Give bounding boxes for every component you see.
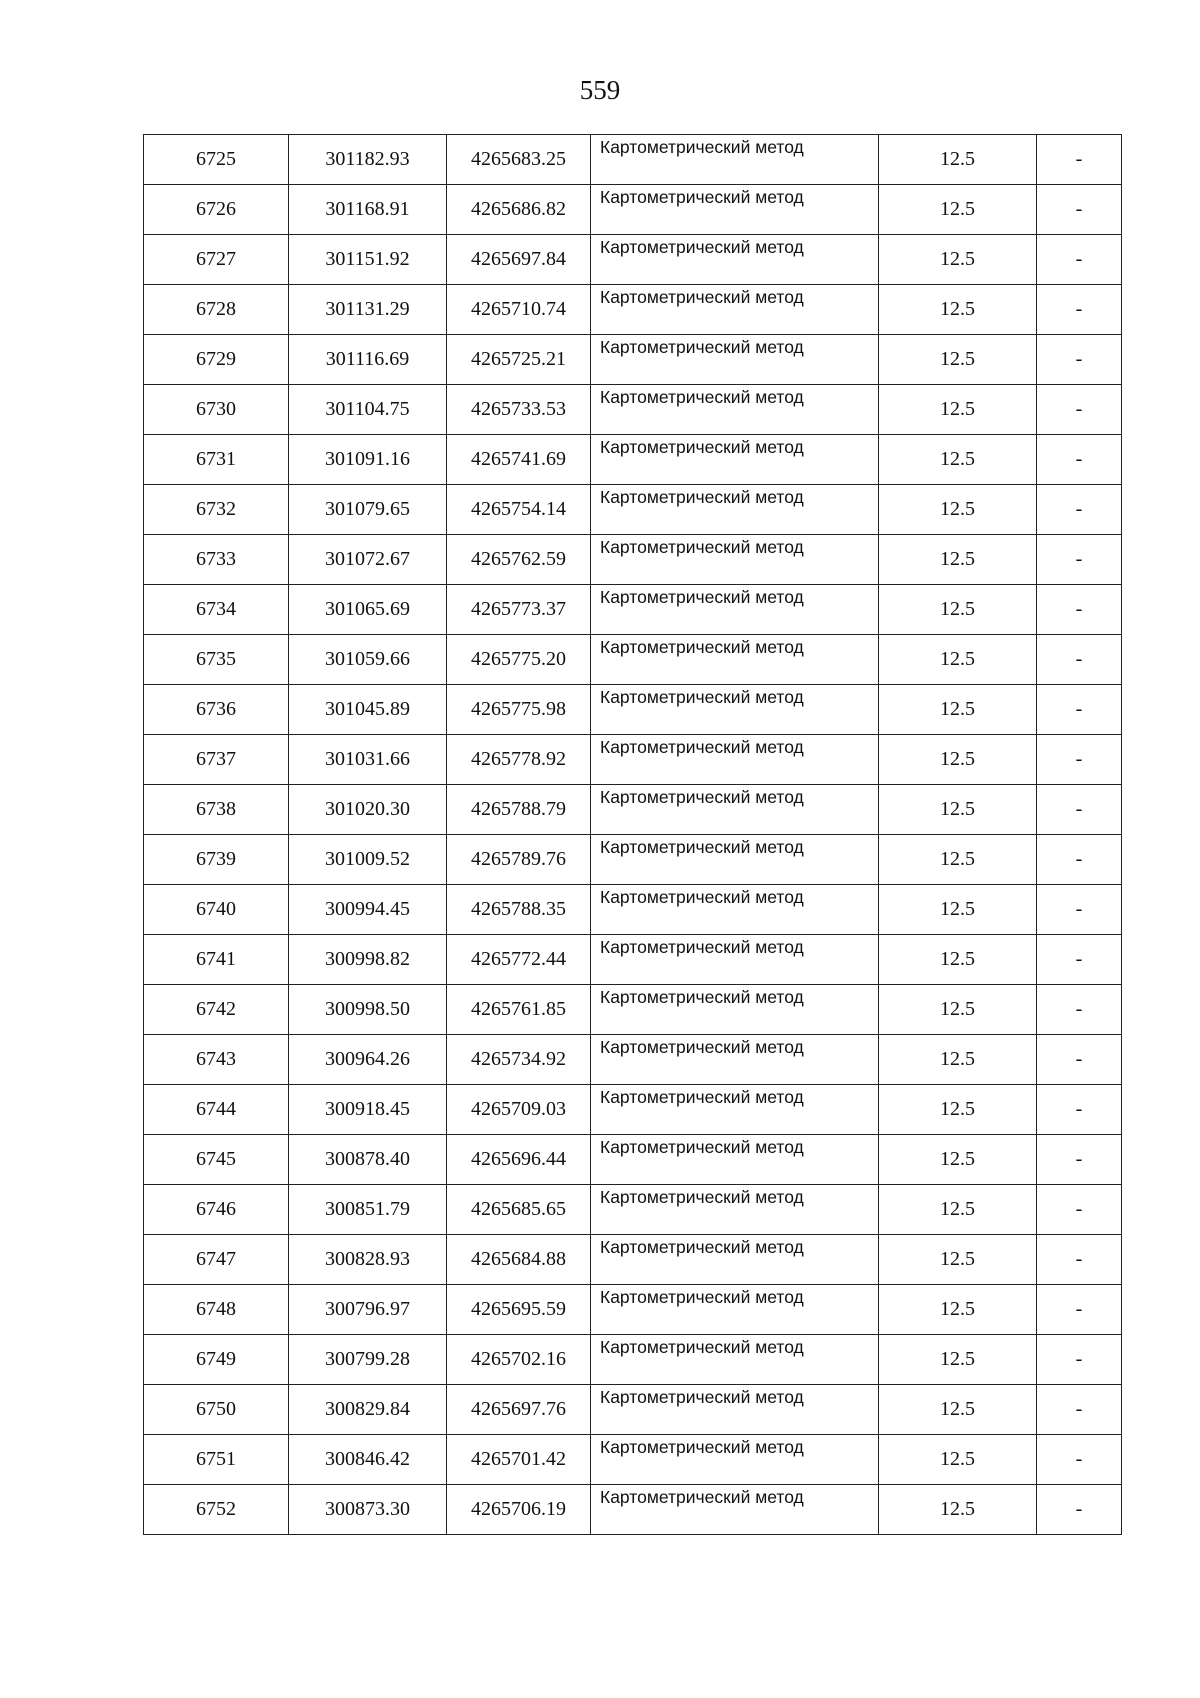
note-cell: - — [1037, 835, 1122, 885]
point-number-cell: 6740 — [144, 885, 289, 935]
accuracy-cell: 12.5 — [879, 585, 1037, 635]
x-coordinate-cell: 300964.26 — [289, 1035, 447, 1085]
table-row — [144, 685, 1122, 735]
table-row — [144, 435, 1122, 485]
y-coordinate-cell: 4265696.44 — [447, 1135, 591, 1185]
note-cell: - — [1037, 335, 1122, 385]
y-coordinate-cell: 4265773.37 — [447, 585, 591, 635]
x-coordinate-cell: 300851.79 — [289, 1185, 447, 1235]
accuracy-cell: 12.5 — [879, 435, 1037, 485]
y-coordinate-cell: 4265709.03 — [447, 1085, 591, 1135]
point-number-cell: 6734 — [144, 585, 289, 635]
y-coordinate-cell: 4265725.21 — [447, 335, 591, 385]
x-coordinate-cell: 301009.52 — [289, 835, 447, 885]
point-number-cell: 6728 — [144, 285, 289, 335]
point-number-cell: 6738 — [144, 785, 289, 835]
point-number-cell: 6733 — [144, 535, 289, 585]
table-row — [144, 1235, 1122, 1285]
method-cell: Картометрический метод — [591, 135, 879, 185]
method-cell: Картометрический метод — [591, 935, 879, 985]
method-cell: Картометрический метод — [591, 735, 879, 785]
method-cell: Картометрический метод — [591, 185, 879, 235]
accuracy-cell: 12.5 — [879, 1485, 1037, 1535]
point-number-cell: 6747 — [144, 1235, 289, 1285]
table-row — [144, 835, 1122, 885]
table-row — [144, 135, 1122, 185]
note-cell: - — [1037, 985, 1122, 1035]
x-coordinate-cell: 300998.50 — [289, 985, 447, 1035]
point-number-cell: 6731 — [144, 435, 289, 485]
table-row — [144, 1285, 1122, 1335]
method-cell: Картометрический метод — [591, 1285, 879, 1335]
y-coordinate-cell: 4265701.42 — [447, 1435, 591, 1485]
x-coordinate-cell: 300918.45 — [289, 1085, 447, 1135]
note-cell: - — [1037, 935, 1122, 985]
y-coordinate-cell: 4265695.59 — [447, 1285, 591, 1335]
table-row — [144, 385, 1122, 435]
table-row — [144, 785, 1122, 835]
x-coordinate-cell: 301151.92 — [289, 235, 447, 285]
method-cell: Картометрический метод — [591, 835, 879, 885]
x-coordinate-cell: 301079.65 — [289, 485, 447, 535]
accuracy-cell: 12.5 — [879, 1435, 1037, 1485]
method-cell: Картометрический метод — [591, 1135, 879, 1185]
table-row — [144, 1435, 1122, 1485]
y-coordinate-cell: 4265778.92 — [447, 735, 591, 785]
note-cell: - — [1037, 635, 1122, 685]
y-coordinate-cell: 4265686.82 — [447, 185, 591, 235]
note-cell: - — [1037, 1385, 1122, 1435]
note-cell: - — [1037, 1435, 1122, 1485]
coordinates-table-body — [144, 135, 1122, 1535]
accuracy-cell: 12.5 — [879, 735, 1037, 785]
point-number-cell: 6748 — [144, 1285, 289, 1335]
x-coordinate-cell: 301059.66 — [289, 635, 447, 685]
table-row — [144, 935, 1122, 985]
point-number-cell: 6732 — [144, 485, 289, 535]
table-row — [144, 635, 1122, 685]
note-cell: - — [1037, 1285, 1122, 1335]
point-number-cell: 6725 — [144, 135, 289, 185]
x-coordinate-cell: 300796.97 — [289, 1285, 447, 1335]
table-row — [144, 1135, 1122, 1185]
x-coordinate-cell: 301065.69 — [289, 585, 447, 635]
accuracy-cell: 12.5 — [879, 385, 1037, 435]
accuracy-cell: 12.5 — [879, 1085, 1037, 1135]
note-cell: - — [1037, 435, 1122, 485]
note-cell: - — [1037, 735, 1122, 785]
y-coordinate-cell: 4265702.16 — [447, 1335, 591, 1385]
coordinates-table — [143, 134, 1122, 1535]
x-coordinate-cell: 300799.28 — [289, 1335, 447, 1385]
accuracy-cell: 12.5 — [879, 835, 1037, 885]
method-cell: Картометрический метод — [591, 385, 879, 435]
accuracy-cell: 12.5 — [879, 535, 1037, 585]
point-number-cell: 6744 — [144, 1085, 289, 1135]
note-cell: - — [1037, 285, 1122, 335]
note-cell: - — [1037, 1235, 1122, 1285]
x-coordinate-cell: 300878.40 — [289, 1135, 447, 1185]
point-number-cell: 6729 — [144, 335, 289, 385]
table-row — [144, 535, 1122, 585]
note-cell: - — [1037, 485, 1122, 535]
y-coordinate-cell: 4265697.84 — [447, 235, 591, 285]
method-cell: Картометрический метод — [591, 535, 879, 585]
accuracy-cell: 12.5 — [879, 785, 1037, 835]
method-cell: Картометрический метод — [591, 335, 879, 385]
point-number-cell: 6739 — [144, 835, 289, 885]
method-cell: Картометрический метод — [591, 1435, 879, 1485]
method-cell: Картометрический метод — [591, 685, 879, 735]
point-number-cell: 6751 — [144, 1435, 289, 1485]
y-coordinate-cell: 4265788.35 — [447, 885, 591, 935]
table-row — [144, 1385, 1122, 1435]
y-coordinate-cell: 4265685.65 — [447, 1185, 591, 1235]
x-coordinate-cell: 301131.29 — [289, 285, 447, 335]
y-coordinate-cell: 4265788.79 — [447, 785, 591, 835]
accuracy-cell: 12.5 — [879, 685, 1037, 735]
accuracy-cell: 12.5 — [879, 885, 1037, 935]
y-coordinate-cell: 4265684.88 — [447, 1235, 591, 1285]
method-cell: Картометрический метод — [591, 635, 879, 685]
table-row — [144, 985, 1122, 1035]
accuracy-cell: 12.5 — [879, 935, 1037, 985]
y-coordinate-cell: 4265789.76 — [447, 835, 591, 885]
table-row — [144, 1485, 1122, 1535]
note-cell: - — [1037, 185, 1122, 235]
table-row — [144, 335, 1122, 385]
method-cell: Картометрический метод — [591, 1485, 879, 1535]
x-coordinate-cell: 300994.45 — [289, 885, 447, 935]
method-cell: Картометрический метод — [591, 785, 879, 835]
y-coordinate-cell: 4265775.20 — [447, 635, 591, 685]
accuracy-cell: 12.5 — [879, 1135, 1037, 1185]
table-row — [144, 485, 1122, 535]
accuracy-cell: 12.5 — [879, 335, 1037, 385]
point-number-cell: 6741 — [144, 935, 289, 985]
table-row — [144, 235, 1122, 285]
point-number-cell: 6746 — [144, 1185, 289, 1235]
accuracy-cell: 12.5 — [879, 1385, 1037, 1435]
x-coordinate-cell: 301020.30 — [289, 785, 447, 835]
note-cell: - — [1037, 585, 1122, 635]
y-coordinate-cell: 4265762.59 — [447, 535, 591, 585]
method-cell: Картометрический метод — [591, 235, 879, 285]
x-coordinate-cell: 301116.69 — [289, 335, 447, 385]
y-coordinate-cell: 4265683.25 — [447, 135, 591, 185]
note-cell: - — [1037, 1185, 1122, 1235]
method-cell: Картометрический метод — [591, 1185, 879, 1235]
point-number-cell: 6749 — [144, 1335, 289, 1385]
note-cell: - — [1037, 385, 1122, 435]
x-coordinate-cell: 301031.66 — [289, 735, 447, 785]
point-number-cell: 6727 — [144, 235, 289, 285]
x-coordinate-cell: 301168.91 — [289, 185, 447, 235]
point-number-cell: 6735 — [144, 635, 289, 685]
accuracy-cell: 12.5 — [879, 1235, 1037, 1285]
accuracy-cell: 12.5 — [879, 485, 1037, 535]
point-number-cell: 6726 — [144, 185, 289, 235]
x-coordinate-cell: 300828.93 — [289, 1235, 447, 1285]
method-cell: Картометрический метод — [591, 485, 879, 535]
x-coordinate-cell: 301182.93 — [289, 135, 447, 185]
note-cell: - — [1037, 1335, 1122, 1385]
y-coordinate-cell: 4265772.44 — [447, 935, 591, 985]
y-coordinate-cell: 4265706.19 — [447, 1485, 591, 1535]
y-coordinate-cell: 4265741.69 — [447, 435, 591, 485]
accuracy-cell: 12.5 — [879, 985, 1037, 1035]
method-cell: Картометрический метод — [591, 435, 879, 485]
method-cell: Картометрический метод — [591, 1335, 879, 1385]
page-number: 559 — [579, 75, 621, 105]
point-number-cell: 6752 — [144, 1485, 289, 1535]
method-cell: Картометрический метод — [591, 1085, 879, 1135]
note-cell: - — [1037, 785, 1122, 835]
note-cell: - — [1037, 135, 1122, 185]
point-number-cell: 6745 — [144, 1135, 289, 1185]
point-number-cell: 6750 — [144, 1385, 289, 1435]
x-coordinate-cell: 301104.75 — [289, 385, 447, 435]
point-number-cell: 6743 — [144, 1035, 289, 1085]
point-number-cell: 6730 — [144, 385, 289, 435]
table-row — [144, 1185, 1122, 1235]
method-cell: Картометрический метод — [591, 985, 879, 1035]
x-coordinate-cell: 300998.82 — [289, 935, 447, 985]
method-cell: Картометрический метод — [591, 885, 879, 935]
table-row — [144, 185, 1122, 235]
note-cell: - — [1037, 885, 1122, 935]
x-coordinate-cell: 301045.89 — [289, 685, 447, 735]
accuracy-cell: 12.5 — [879, 135, 1037, 185]
x-coordinate-cell: 301091.16 — [289, 435, 447, 485]
method-cell: Картометрический метод — [591, 285, 879, 335]
note-cell: - — [1037, 235, 1122, 285]
y-coordinate-cell: 4265734.92 — [447, 1035, 591, 1085]
note-cell: - — [1037, 535, 1122, 585]
point-number-cell: 6742 — [144, 985, 289, 1035]
note-cell: - — [1037, 1135, 1122, 1185]
table-row — [144, 885, 1122, 935]
table-row — [144, 1085, 1122, 1135]
y-coordinate-cell: 4265775.98 — [447, 685, 591, 735]
accuracy-cell: 12.5 — [879, 635, 1037, 685]
y-coordinate-cell: 4265697.76 — [447, 1385, 591, 1435]
method-cell: Картометрический метод — [591, 1035, 879, 1085]
table-row — [144, 585, 1122, 635]
x-coordinate-cell: 300829.84 — [289, 1385, 447, 1435]
note-cell: - — [1037, 1085, 1122, 1135]
accuracy-cell: 12.5 — [879, 185, 1037, 235]
note-cell: - — [1037, 685, 1122, 735]
point-number-cell: 6737 — [144, 735, 289, 785]
method-cell: Картометрический метод — [591, 1385, 879, 1435]
y-coordinate-cell: 4265761.85 — [447, 985, 591, 1035]
table-row — [144, 1035, 1122, 1085]
x-coordinate-cell: 301072.67 — [289, 535, 447, 585]
accuracy-cell: 12.5 — [879, 1335, 1037, 1385]
accuracy-cell: 12.5 — [879, 285, 1037, 335]
x-coordinate-cell: 300846.42 — [289, 1435, 447, 1485]
note-cell: - — [1037, 1485, 1122, 1535]
table-row — [144, 735, 1122, 785]
table-row — [144, 285, 1122, 335]
y-coordinate-cell: 4265754.14 — [447, 485, 591, 535]
method-cell: Картометрический метод — [591, 585, 879, 635]
y-coordinate-cell: 4265710.74 — [447, 285, 591, 335]
y-coordinate-cell: 4265733.53 — [447, 385, 591, 435]
note-cell: - — [1037, 1035, 1122, 1085]
point-number-cell: 6736 — [144, 685, 289, 735]
accuracy-cell: 12.5 — [879, 1285, 1037, 1335]
method-cell: Картометрический метод — [591, 1235, 879, 1285]
accuracy-cell: 12.5 — [879, 235, 1037, 285]
x-coordinate-cell: 300873.30 — [289, 1485, 447, 1535]
accuracy-cell: 12.5 — [879, 1035, 1037, 1085]
table-row — [144, 1335, 1122, 1385]
accuracy-cell: 12.5 — [879, 1185, 1037, 1235]
